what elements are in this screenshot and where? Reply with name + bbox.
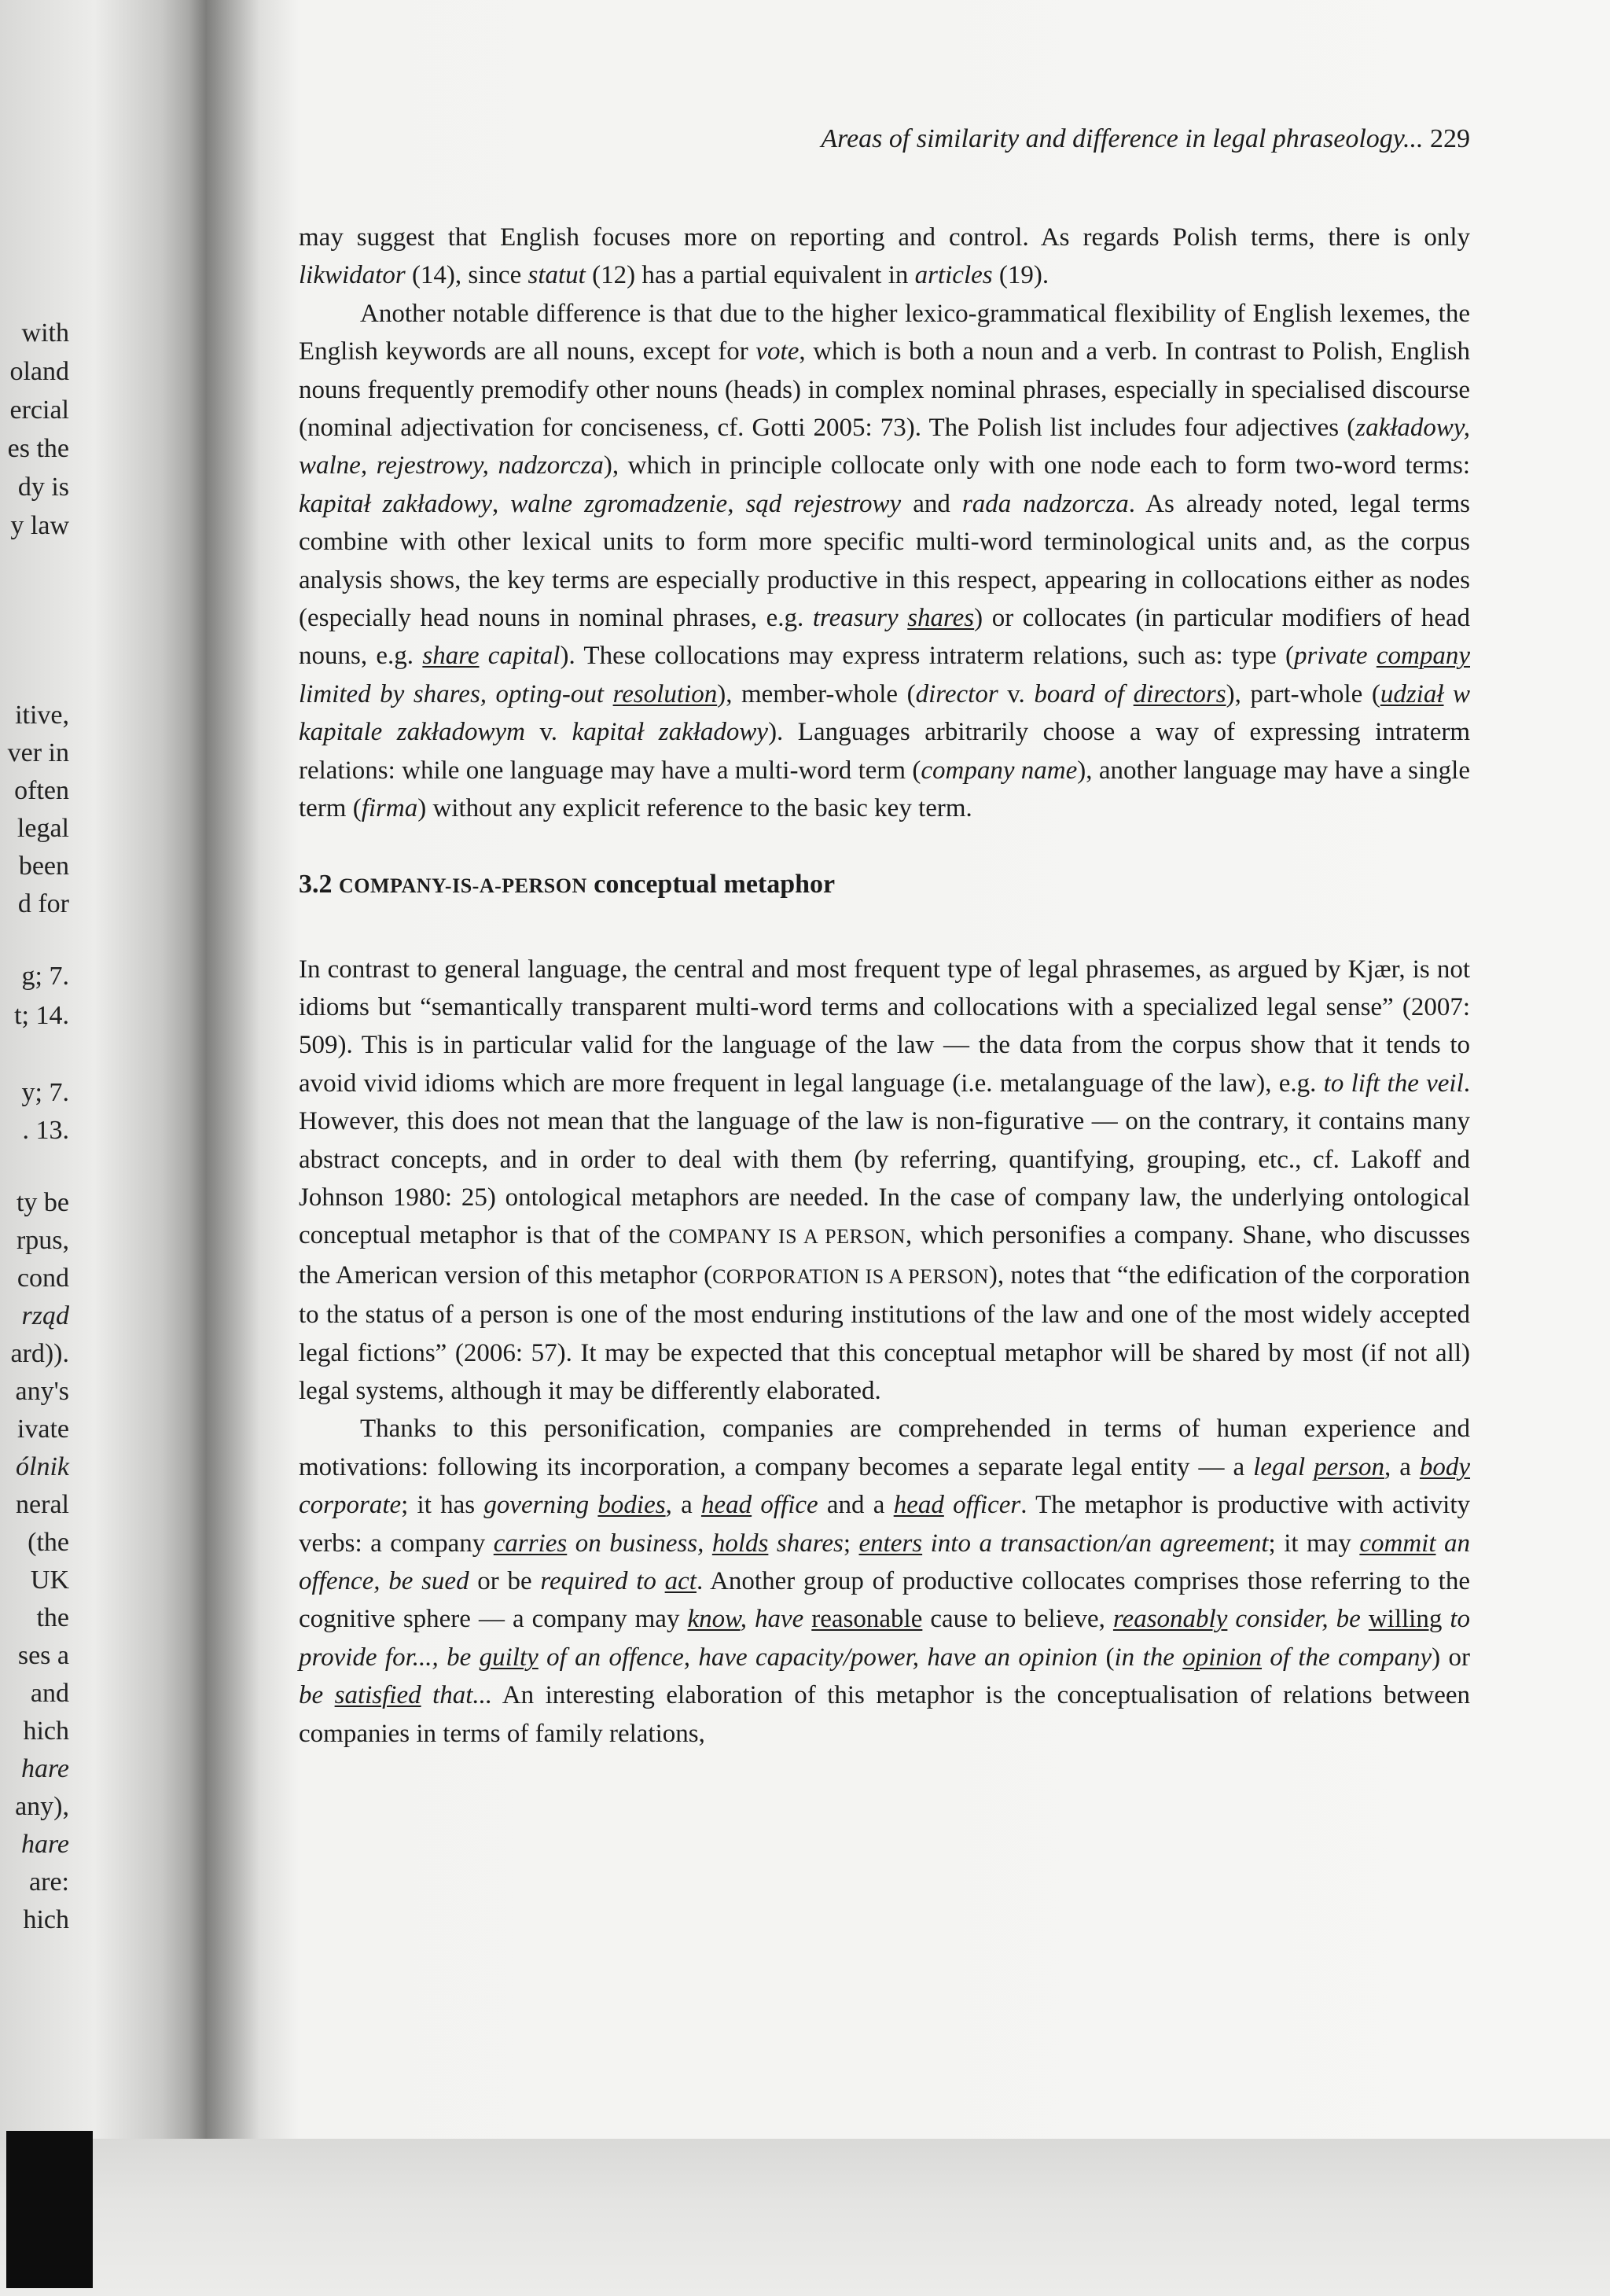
paragraph-2: Another notable difference is that due to the higher lexico-grammatical flexibility of English lexemes, the English keywords are all nouns, except for vote, which is both a noun and a verb. In contrast to Polish, English nouns frequently premodify other nouns (heads) in complex nominal phrases, especially in specialised discourse (nominal adjectivation for conciseness, cf. Gotti 2005: 73). The Polish list includes four adjectives (zakładowy, walne, rejestrowy, nadzorcza), which in principle collocate only with one node each to form two-word terms: kapitał zakładowy, walne zgromadzenie, sąd rejestrowy and rada nadzorcza. As already noted, legal terms combine with other lexical units to form more specific multi-word terminological units and, as the corpus analysis shows, the key terms are especially productive in this respect, appearing in collocations either as nodes (especially head nouns in nominal phrases, e.g. treasury shares) or collocates (in particular modifiers of head nouns, e.g. share capital). These collocations may express intraterm relations, such as: type (private company limited by shares, opting-out resolution), member-whole (director v. board of directors), part-whole (udział w kapitale zakładowym v. kapitał zakładowy). Languages arbitrarily choose a way of expressing intraterm relations: while one language may have a multi-word term (company name), another language may have a single term (firma) without any explicit reference to the basic key term. — [299, 299, 1471, 823]
left-fragment: ver in — [7, 738, 69, 767]
left-fragment: y law — [10, 511, 69, 540]
section-number: 3.2 — [299, 869, 333, 899]
left-fragment: ólnik — [16, 1452, 69, 1481]
section-heading — [299, 866, 1470, 905]
left-fragment: ercial — [9, 396, 69, 425]
left-fragment: ses a — [17, 1641, 69, 1670]
scan-bottom-shadow — [0, 2139, 1610, 2296]
page-number: 229 — [1430, 124, 1470, 153]
paragraph-1: may suggest that English focuses more on reporting and control. As regards Polish terms, there is only likwidator (14), since statut (12) has a partial equivalent in articles (19). — [299, 223, 1470, 290]
left-fragment: rząd — [21, 1301, 69, 1330]
left-fragment: UK — [30, 1566, 69, 1595]
left-fragment: any's — [15, 1377, 69, 1406]
left-fragment: any), — [15, 1792, 69, 1821]
left-fragment: ard)). — [10, 1339, 69, 1368]
left-fragment: ty be — [16, 1188, 69, 1217]
left-fragment: t; 14. — [14, 1001, 69, 1030]
section-title: conceptual metaphor — [594, 869, 836, 899]
left-fragment: itive, — [15, 701, 69, 730]
left-fragment: neral — [16, 1490, 69, 1519]
left-fragment: with — [21, 318, 69, 348]
left-fragment: (the — [28, 1528, 69, 1557]
left-fragment: hich — [23, 1905, 69, 1934]
left-fragment: y; 7. — [21, 1078, 69, 1107]
left-fragment: been — [18, 852, 69, 881]
left-fragment: oland — [9, 357, 69, 386]
left-fragment: cond — [17, 1264, 69, 1293]
left-fragment: d for — [17, 889, 69, 918]
section-title-smallcaps: COMPANY-IS-A-PERSON — [339, 874, 587, 897]
left-fragment: dy is — [17, 473, 69, 502]
paragraph-3: In contrast to general language, the central and most frequent type of legal phrasemes, as argued by Kjær, is not idioms but “semantically transparent multi-word terms and collocations with a specialized legal sense” (2007: 509). This is in particular valid for the language of the law — the data from the corpus show that it tends to avoid vivid idioms which are more frequent in legal language (i.e. metalanguage of the law), e.g. to lift the veil. However, this does not mean that the language of the law is non-figurative — on the contrary, it contains many abstract concepts, and in order to deal with them (by referring, quantifying, grouping, etc., cf. Lakoff and Johnson 1980: 25) ontological metaphors are needed. In the case of company law, the underlying ontological conceptual metaphor is that of the COMPANY IS A PERSON, which personifies a company. Shane, who discusses the American version of this metaphor (CORPORATION IS A PERSON), notes that “the edification of the corporation to the status of a person is one of the most enduring institutions of the law and one of the most widely accepted legal fictions” (2006: 57). It may be expected that this conceptual metaphor will be shared by most (if not all) legal systems, although it may be differently elaborated. — [299, 955, 1470, 1405]
left-fragment: . 13. — [22, 1116, 69, 1145]
left-fragment: are: — [29, 1867, 69, 1897]
body-text — [299, 219, 1470, 1753]
left-fragment: and — [30, 1679, 69, 1708]
left-fragment: hare — [20, 1830, 69, 1859]
left-fragment: rpus, — [16, 1226, 69, 1255]
paragraph-4: Thanks to this personification, companies are comprehended in terms of human experience and motivations: following its incorporation, a company becomes a separate legal entity — a legal person, a body corporate; it has governing bodies, a head office and a head officer. The metaphor is productive with activity verbs: a company carries on business, holds shares; enters into a transaction/an agreement; it may commit an offence, be sued or be required to act. Another group of productive collocates comprises those referring to the cognitive sphere — a company may know, have reasonable cause to believe, reasonably consider, be willing to provide for..., be guilty of an offence, have capacity/power, have an opinion (in the opinion of the company) or be satisfied that... An interesting elaboration of this metaphor is the conceptualisation of relations between companies in terms of family relations, — [299, 1415, 1471, 1748]
left-fragment: often — [14, 776, 69, 805]
left-fragment: hare — [20, 1754, 69, 1783]
running-head-title: Areas of similarity and difference in legal phraseology... — [821, 124, 1424, 153]
left-fragment: es the — [7, 434, 69, 463]
left-fragment: g; 7. — [21, 962, 69, 991]
left-fragment: hich — [23, 1716, 69, 1746]
running-head — [299, 124, 1470, 154]
left-fragment: the — [36, 1603, 69, 1632]
scan-black-corner — [6, 2131, 93, 2288]
left-fragment: ivate — [17, 1415, 69, 1444]
left-fragment: legal — [17, 814, 69, 843]
